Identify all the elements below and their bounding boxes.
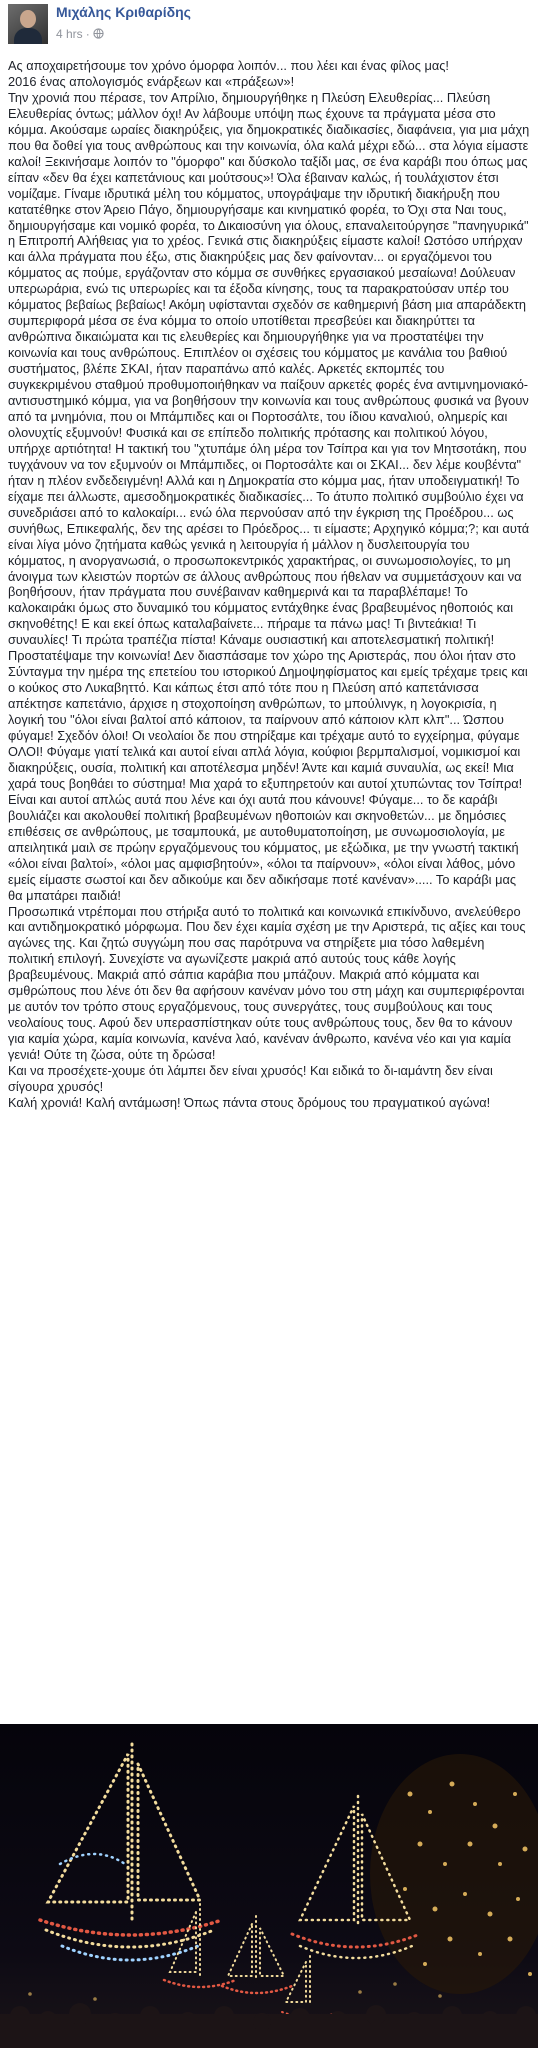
globe-icon[interactable]: [93, 28, 104, 39]
post-paragraph: Ας αποχαιρετήσουμε τον χρόνο όμορφα λοιπόν... που λέει και ένας φίλος μας!: [8, 58, 449, 73]
post-photo[interactable]: [0, 1724, 538, 2048]
christmas-light-boats-image: [0, 1724, 538, 2048]
post-paragraph: Καλή χρονιά! Καλή αντάμωση! Όπως πάντα στους δρόμους του πραγματικού αγώνα!: [8, 1094, 491, 1110]
author-avatar[interactable]: [8, 4, 48, 44]
post-paragraph: 2016 ένας απολογισμός ενάρξεων και «πράξεων»!: [8, 73, 295, 89]
post-paragraph: Την χρονιά που πέρασε, τον Απρίλιο, δημιουργήθηκε η Πλεύση Ελευθερίας... Πλεύση Ελευθερίας όντως; μάλλον όχι! Αν λάβουμε υπόψη πως έχουνε τα πράγματα μέσα στο κόμμα. Ακούσαμε ωραίες διακηρύξεις, για δημοκρατικές διαδικασίες, διαφάνεια, για μια μάχη που θα δοθεί για τους ανθρώπους και την κοινωνία, όλα καλά μέχρι εδώ... στα λόγια είμαστε καλοί! Ξεκινήσαμε λοιπόν το "όμορφο" και δύσκολο ταξίδι μας, σε ένα καράβι που όπως μας είπαν «δεν θα έχει καπετάνιους και μούτσους»! Όλα έβαιναν καλώς, ή τουλάχιστον έτσι νομίζαμε. Γίναμε ιδρυτικά μέλη του κόμματος, υπογράψαμε την ιδρυτική διακήρυξη που κατατέθηκε στον Άρειο Πάγο, δημιουργήσαμε και κινηματικό φορέα, το Όχι στα Ναι τους, δημιουργήσαμε και νομικό φορέα, το Δικαιοσύνη για όλους, επαναλειτούργησε "πανηγυρικά" η Επιτροπή Αλήθειας για το χρέος. Γενικά στις διακηρύξεις είμαστε καλοί! Ωστόσο υπήρχαν και άλλα πράγματα που έξω, στις διακηρύξεις μας δεν φαίνονταν... οι εργαζόμενοι του κόμματος ας πούμε, εργάζονταν στο κόμμα σε συνθήκες εργασιακού μεσαίωνα! Δούλευαν υπερωράρια, ενώ τις υπερωρίες και τα έξοδα κίνησης, τους τα παρακρατούσαν υπέρ του κόμματος βεβαίως βεβαίως! Ακόμη υφίστανται σχεδόν σε καθημερινή βάση μια απαράδεκτη συμπεριφορά μέσα σε ένα κόμμα το οποίο υποτίθεται πρεσβεύει και διακηρύττει τα ανθρώπινα δικαιώματα και τις ελευθερίες και δημιουργήθηκε για να προστατέψει την κοινωνία και τους ανθρώπους. Επιπλέον οι σχέσεις του κόμματος με κανάλια του βαθιού συστήματος, βλέπε ΣΚΑΙ, ήταν παραπάνω από καλές. Αρκετές εκπομπές του συγκεκριμένου σταθμού προθυμοποιήθηκαν να παίξουν αρκετές φορές ένα αντιμνημονιακό-αντισυστημικό κόμμα, για να βοηθήσουν την κοινωνία και τους ανθρώπους φυσικά να βγουν από τα μνημόνια, που οι Μπάμπιδες και οι Πορτοσάλτε, του ίδιου καναλιού, ολημερίς και ολονυχτίς εξυμνούν! Φυσικά και σε επίπεδο πολιτικής πρότασης και πολιτικού λόγου, υπήρχε αρτιότητα! Η τακτική του "χτυπάμε όλη μέρα τον Τσίπρα και για τον Μητσοτάκη, που τυγχάνουν να τον εξυμνούν οι Μπάμπιδες, οι Πορτοσάλτε και οι ΣΚΑΙ... δεν λέμε κουβέντα" ήταν η πλέον ενδεδειγμένη! Αλλά και η Δημοκρατία στο κόμμα μας, ήταν υποδειγματική! Το είχαμε πει άλλωστε, αμεσοδημοκρατικές διαδικασίες... Το άτυπο πολιτικό συμβούλιο έχει να συνεδριάσει από το καλοκαίρι... ενώ όλα περνούσαν από την έγκριση της Προέδρου... ως συνήθως, Επικεφαλής, δεν της αρέσει το Πρόεδρος... τι είμαστε; Αρχηγικό κόμμα;?; και αυτά είναι λίγα μόνο ζητήματα καθώς γενικά η λειτουργία ή μάλλον η δυσλειτουργία του κόμματος, η ανοργανωσιά, ο προσωποκεντρικός χαρακτήρας, οι συνωμοσιολογίες, το μη άνοιγμα των κλειστών πορτών σε άλλους ανθρώπους που ήθελαν να συμμετάσχουν και να βοηθήσουν, ήταν πράγματα που συνέβαιναν καθημερινά και τα παραβλέπαμε! Το καλοκαιράκι όμως στο δυναμικό του κόμματος εντάχθηκε ένας βραβευμένος ηθοποιός και σκηνοθέτης! Ε και εκεί όπως καταλαβαίνετε... πήραμε τα πάνω μας! Τι βιντεάκια! Τι συναυλίες! Τι πρώτα τραπέζια πίστα! Κάναμε ουσιαστική και αποτελεσματική πολιτική! Προστατέψαμε την κοινωνία! Δεν διασπάσαμε τον χώρο της Αριστεράς, που όλοι ήταν στο Σύνταγμα την ημέρα της επετείου του ιστορικού Δημοψηφίσματος και εμείς τρέχαμε τρεις και ο κούκος στο Λυκαβηττό. Και κάπως έτσι από τότε που η Πλεύση από καπετάνισσα απέκτησε καπετάνιο, άρχισε η στοχοποίηση ανθρώπων, το μπούλινγκ, η λογοκρισία, η λογική του "όλοι είναι βαλτοί από κάποιον, τα παίρνουν από κάποιον κλπ κλπ"... Ώσπου φύγαμε! Σχεδόν όλοι! Οι νεολαίοι δε που στηρίξαμε και τρέχαμε αυτό το εγχείρημα, φύγαμε ΟΛΟΙ! Φύγαμε γιατί τελικά και αυτοί είναι απλά λόγια, κούφιοι βερμπαλισμοί, νομικισμοί και διακηρύξεις, ουσία, πολιτική και αποτέλεσμα μηδέν! Άντε και καμιά συναυλία, ως εκεί! Μια χαρά τους βοηθάει το σύστημα! Μια χαρά το εξυπηρετούν και αυτοί χτυπώντας τον Τσίπρα! Είναι και αυτοί απλώς αυτά που λένε και όχι αυτά που κάνουνε! Φύγαμε... το δε καράβι βουλιάζει και ακολουθεί πολιτική βραβευμένων ηθοποιών και σκηνοθετών... με δημόσιες επιθέσεις σε ανθρώπους, με τσαμπουκά, με αυτοθυματοποίηση, με συνωμοσιολογία, με απειλητικά μαιλ σε πρώην εργαζόμενους του κόμματος, με εξώδικα, με την γνωστή τακτική «όλοι είναι βαλτοί», «όλοι μας αμφισβητούν», «όλοι τα παίρνουν», «όλοι είναι λάθος, μόνο εμείς είμαστε σωστοί και δεν αδικούμε και δεν αδικήσαμε ποτέ κανέναν»..... Το καράβι μας θα μπατάρει παιδιά!: [8, 89, 530, 903]
post-header: [0, 0, 538, 52]
post-timestamp[interactable]: 4 hrs: [56, 27, 83, 41]
meta-separator: ·: [85, 27, 90, 41]
post-meta: [56, 27, 104, 41]
post-body: [8, 58, 530, 1111]
avatar-body-shape: [14, 28, 42, 44]
author-name-link[interactable]: Μιχάλης Κριθαρίδης: [56, 4, 191, 20]
post-paragraph: Και να προσέχετε-χουμε ότι λάμπει δεν είναι χρυσός! Και ειδικά το δι-ιαμάντη δεν είναι σίγουρα χρυσός!: [8, 1063, 493, 1094]
post-paragraph: Προσωπικά ντρέπομαι που στήριξα αυτό το πολιτικά και κοινωνικά επικίνδυνο, ανελεύθερο και αντιδημοκρατικό μόρφωμα. Που δεν έχει καμία σχέση με την Αριστερά, τις αξίες και τους αγώνες της. Και ζητώ συγγώμη που σας παρότρυνα να στηρίξετε μια τόσο λαθεμένη πολιτική επιλογή. Συνεχίστε να αγωνίζεστε μακριά από αυτούς τους κάθε λογής βραβευμένους. Μακριά από σάπια καράβια που μπάζουν. Μακριά από κόμματα και σμθρώπους που λένε ότι δεν θα αφήσουν κανέναν μόνο του στη μάχη και συμπεριφέρονται με αυτόν τον τρόπο στους εργαζόμενους, τους συνεργάτες, τους συμβούλους και τους νεολαίους τους. Αφού δεν υπερασπίστηκαν ούτε τους ανθρώπους τους, δεν θα το κάνουν για καμία χώρα, καμία κοινωνία, κανένα λαό, κανέναν άνθρωπο, κανένα νέο και για καμία γενιά! Ούτε τη ζώσα, ούτε τη δρώσα!: [8, 903, 526, 1063]
avatar-head-shape: [20, 10, 36, 28]
